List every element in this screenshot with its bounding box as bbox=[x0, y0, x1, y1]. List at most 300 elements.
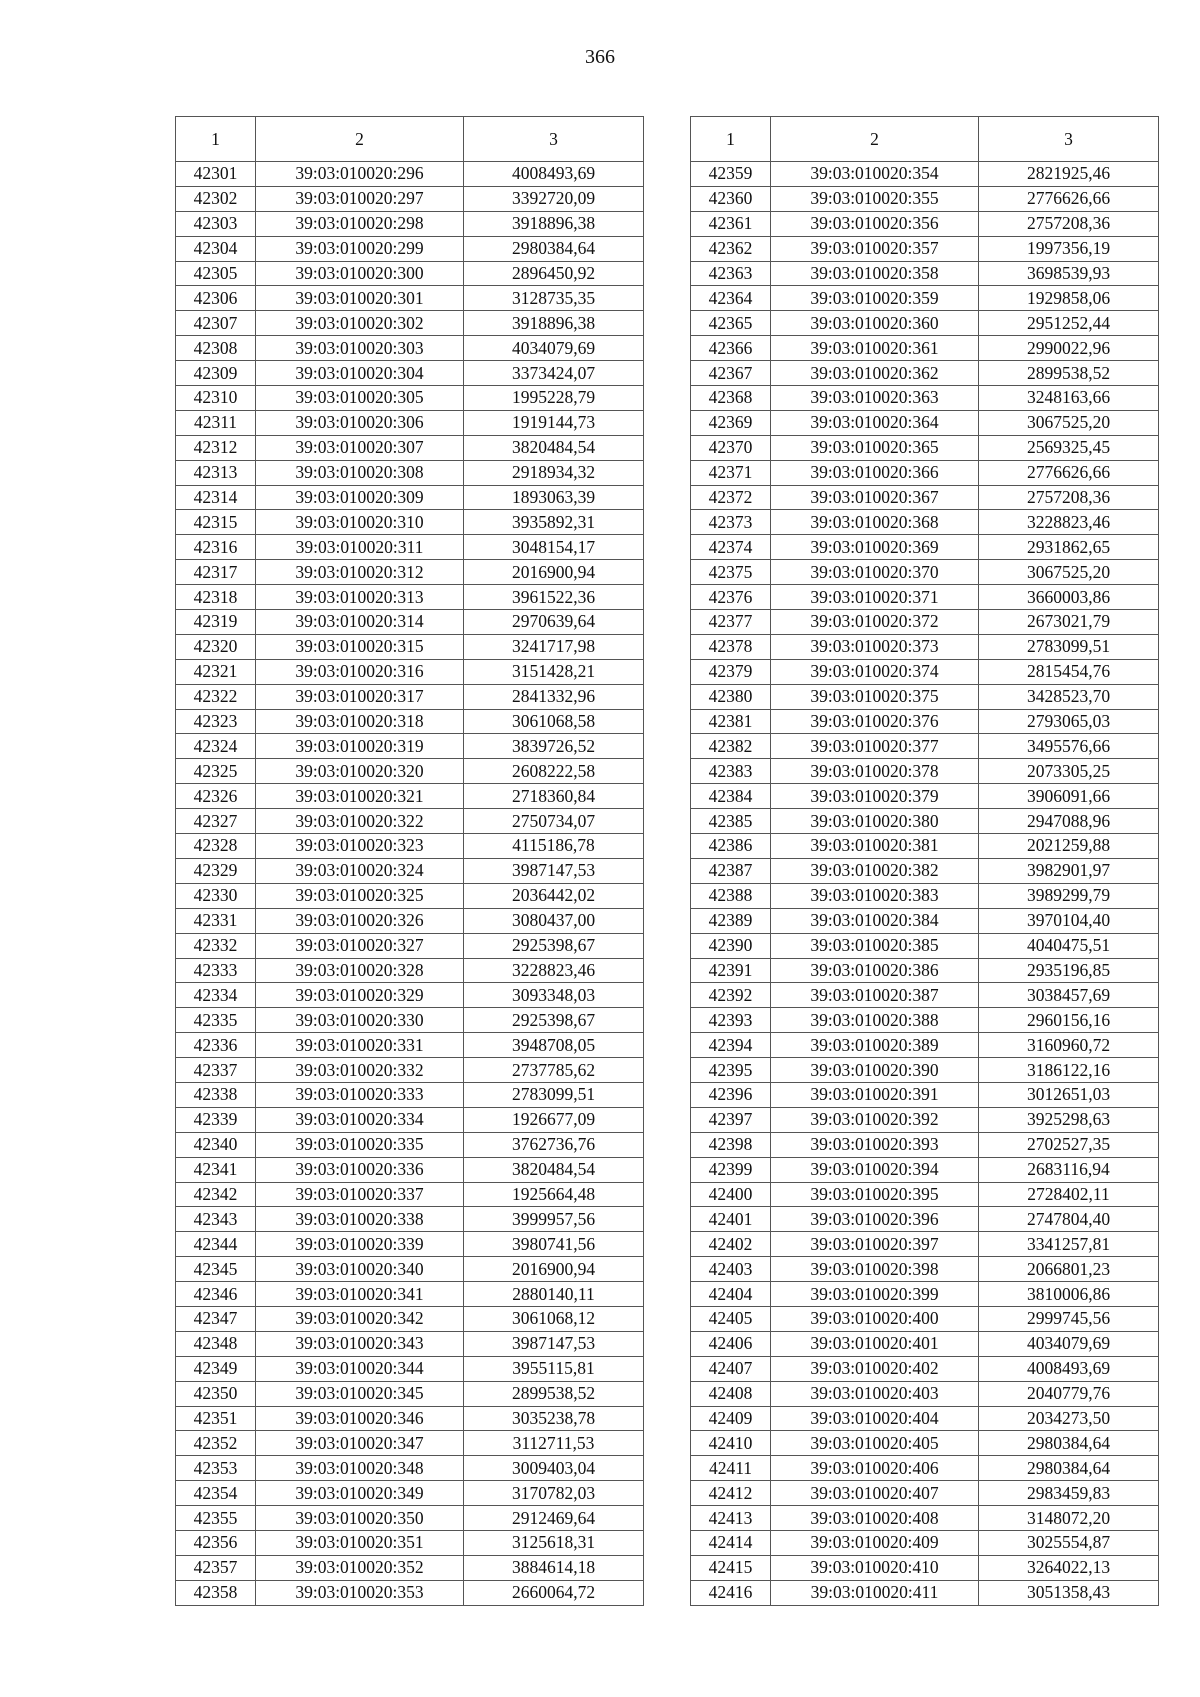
cadastral-number-cell: 39:03:010020:394 bbox=[771, 1157, 979, 1182]
row-number-cell: 42301 bbox=[176, 162, 256, 187]
cadastral-number-cell: 39:03:010020:334 bbox=[256, 1107, 464, 1132]
row-number-cell: 42346 bbox=[176, 1282, 256, 1307]
value-cell: 2935196,85 bbox=[979, 958, 1159, 983]
table-row bbox=[691, 809, 1159, 834]
table-row bbox=[691, 1481, 1159, 1506]
table-row bbox=[691, 361, 1159, 386]
row-number-cell: 42400 bbox=[691, 1182, 771, 1207]
table-header-row bbox=[176, 117, 644, 162]
value-cell: 3839726,52 bbox=[464, 734, 644, 759]
table-row bbox=[176, 1306, 644, 1331]
row-number-cell: 42377 bbox=[691, 610, 771, 635]
value-cell: 3987147,53 bbox=[464, 858, 644, 883]
table-row bbox=[691, 834, 1159, 859]
row-number-cell: 42410 bbox=[691, 1431, 771, 1456]
row-number-cell: 42345 bbox=[176, 1257, 256, 1282]
value-cell: 2016900,94 bbox=[464, 560, 644, 585]
row-number-cell: 42371 bbox=[691, 460, 771, 485]
table-row bbox=[176, 460, 644, 485]
row-number-cell: 42308 bbox=[176, 336, 256, 361]
row-number-cell: 42391 bbox=[691, 958, 771, 983]
cadastral-number-cell: 39:03:010020:382 bbox=[771, 858, 979, 883]
value-cell: 2918934,32 bbox=[464, 460, 644, 485]
table-row bbox=[176, 1132, 644, 1157]
column-header-1: 1 bbox=[691, 117, 771, 162]
table-header-row bbox=[691, 117, 1159, 162]
value-cell: 3341257,81 bbox=[979, 1232, 1159, 1257]
row-number-cell: 42327 bbox=[176, 809, 256, 834]
cadastral-number-cell: 39:03:010020:330 bbox=[256, 1008, 464, 1033]
cadastral-number-cell: 39:03:010020:404 bbox=[771, 1406, 979, 1431]
cadastral-number-cell: 39:03:010020:361 bbox=[771, 336, 979, 361]
row-number-cell: 42389 bbox=[691, 908, 771, 933]
cadastral-number-cell: 39:03:010020:298 bbox=[256, 211, 464, 236]
table-row bbox=[176, 983, 644, 1008]
cadastral-number-cell: 39:03:010020:357 bbox=[771, 236, 979, 261]
row-number-cell: 42332 bbox=[176, 933, 256, 958]
cadastral-number-cell: 39:03:010020:312 bbox=[256, 560, 464, 585]
row-number-cell: 42385 bbox=[691, 809, 771, 834]
value-cell: 2815454,76 bbox=[979, 659, 1159, 684]
row-number-cell: 42340 bbox=[176, 1132, 256, 1157]
table-row bbox=[691, 1132, 1159, 1157]
row-number-cell: 42375 bbox=[691, 560, 771, 585]
cadastral-number-cell: 39:03:010020:308 bbox=[256, 460, 464, 485]
table-row bbox=[176, 1331, 644, 1356]
value-cell: 3112711,53 bbox=[464, 1431, 644, 1456]
value-cell: 2912469,64 bbox=[464, 1506, 644, 1531]
cadastral-number-cell: 39:03:010020:387 bbox=[771, 983, 979, 1008]
value-cell: 2066801,23 bbox=[979, 1257, 1159, 1282]
table-row bbox=[691, 211, 1159, 236]
row-number-cell: 42351 bbox=[176, 1406, 256, 1431]
value-cell: 2947088,96 bbox=[979, 809, 1159, 834]
value-cell: 3067525,20 bbox=[979, 410, 1159, 435]
table-row bbox=[691, 1232, 1159, 1257]
cadastral-number-cell: 39:03:010020:392 bbox=[771, 1107, 979, 1132]
value-cell: 3820484,54 bbox=[464, 1157, 644, 1182]
table-row bbox=[691, 1306, 1159, 1331]
column-header-2: 2 bbox=[256, 117, 464, 162]
cadastral-number-cell: 39:03:010020:349 bbox=[256, 1481, 464, 1506]
row-number-cell: 42303 bbox=[176, 211, 256, 236]
value-cell: 1925664,48 bbox=[464, 1182, 644, 1207]
table-row bbox=[176, 1282, 644, 1307]
table-row bbox=[176, 311, 644, 336]
cadastral-number-cell: 39:03:010020:355 bbox=[771, 186, 979, 211]
cadastral-number-cell: 39:03:010020:401 bbox=[771, 1331, 979, 1356]
table-row bbox=[176, 162, 644, 187]
table-row bbox=[691, 1456, 1159, 1481]
row-number-cell: 42379 bbox=[691, 659, 771, 684]
cadastral-number-cell: 39:03:010020:375 bbox=[771, 684, 979, 709]
value-cell: 3025554,87 bbox=[979, 1530, 1159, 1555]
cadastral-number-cell: 39:03:010020:405 bbox=[771, 1431, 979, 1456]
cadastral-number-cell: 39:03:010020:390 bbox=[771, 1058, 979, 1083]
cadastral-number-cell: 39:03:010020:398 bbox=[771, 1257, 979, 1282]
row-number-cell: 42324 bbox=[176, 734, 256, 759]
cadastral-number-cell: 39:03:010020:343 bbox=[256, 1331, 464, 1356]
value-cell: 2931862,65 bbox=[979, 535, 1159, 560]
value-cell: 3186122,16 bbox=[979, 1058, 1159, 1083]
cadastral-number-cell: 39:03:010020:367 bbox=[771, 485, 979, 510]
row-number-cell: 42343 bbox=[176, 1207, 256, 1232]
cadastral-number-cell: 39:03:010020:321 bbox=[256, 784, 464, 809]
row-number-cell: 42390 bbox=[691, 933, 771, 958]
value-cell: 3048154,17 bbox=[464, 535, 644, 560]
value-cell: 2036442,02 bbox=[464, 883, 644, 908]
row-number-cell: 42368 bbox=[691, 386, 771, 411]
table-row bbox=[176, 958, 644, 983]
value-cell: 3762736,76 bbox=[464, 1132, 644, 1157]
row-number-cell: 42384 bbox=[691, 784, 771, 809]
value-cell: 3980741,56 bbox=[464, 1232, 644, 1257]
value-cell: 2673021,79 bbox=[979, 610, 1159, 635]
cadastral-number-cell: 39:03:010020:351 bbox=[256, 1530, 464, 1555]
cadastral-number-cell: 39:03:010020:345 bbox=[256, 1381, 464, 1406]
table-row bbox=[176, 1008, 644, 1033]
table-row bbox=[176, 186, 644, 211]
row-number-cell: 42381 bbox=[691, 709, 771, 734]
value-cell: 3151428,21 bbox=[464, 659, 644, 684]
table-row bbox=[176, 908, 644, 933]
row-number-cell: 42367 bbox=[691, 361, 771, 386]
value-cell: 2718360,84 bbox=[464, 784, 644, 809]
value-cell: 2757208,36 bbox=[979, 485, 1159, 510]
cadastral-number-cell: 39:03:010020:352 bbox=[256, 1555, 464, 1580]
row-number-cell: 42386 bbox=[691, 834, 771, 859]
page-number: 366 bbox=[585, 46, 615, 68]
row-number-cell: 42399 bbox=[691, 1157, 771, 1182]
row-number-cell: 42360 bbox=[691, 186, 771, 211]
cadastral-number-cell: 39:03:010020:313 bbox=[256, 585, 464, 610]
value-cell: 3948708,05 bbox=[464, 1033, 644, 1058]
value-cell: 3061068,58 bbox=[464, 709, 644, 734]
cadastral-number-cell: 39:03:010020:314 bbox=[256, 610, 464, 635]
row-number-cell: 42352 bbox=[176, 1431, 256, 1456]
value-cell: 3999957,56 bbox=[464, 1207, 644, 1232]
cadastral-number-cell: 39:03:010020:318 bbox=[256, 709, 464, 734]
table-row bbox=[176, 809, 644, 834]
value-cell: 3925298,63 bbox=[979, 1107, 1159, 1132]
value-cell: 3125618,31 bbox=[464, 1530, 644, 1555]
value-cell: 2034273,50 bbox=[979, 1406, 1159, 1431]
value-cell: 3820484,54 bbox=[464, 435, 644, 460]
row-number-cell: 42335 bbox=[176, 1008, 256, 1033]
row-number-cell: 42380 bbox=[691, 684, 771, 709]
row-number-cell: 42305 bbox=[176, 261, 256, 286]
cadastral-number-cell: 39:03:010020:377 bbox=[771, 734, 979, 759]
table-row bbox=[176, 261, 644, 286]
table-row bbox=[691, 1107, 1159, 1132]
table-row bbox=[176, 585, 644, 610]
table-row bbox=[176, 1033, 644, 1058]
table-row bbox=[176, 1406, 644, 1431]
cadastral-number-cell: 39:03:010020:303 bbox=[256, 336, 464, 361]
cadastral-number-cell: 39:03:010020:311 bbox=[256, 535, 464, 560]
row-number-cell: 42322 bbox=[176, 684, 256, 709]
value-cell: 3228823,46 bbox=[979, 510, 1159, 535]
table-row bbox=[176, 659, 644, 684]
cadastral-number-cell: 39:03:010020:358 bbox=[771, 261, 979, 286]
table-row bbox=[691, 1282, 1159, 1307]
cadastral-number-cell: 39:03:010020:300 bbox=[256, 261, 464, 286]
row-number-cell: 42318 bbox=[176, 585, 256, 610]
cadastral-number-cell: 39:03:010020:339 bbox=[256, 1232, 464, 1257]
value-cell: 2757208,36 bbox=[979, 211, 1159, 236]
table-row bbox=[691, 784, 1159, 809]
row-number-cell: 42356 bbox=[176, 1530, 256, 1555]
value-cell: 3373424,07 bbox=[464, 361, 644, 386]
row-number-cell: 42403 bbox=[691, 1257, 771, 1282]
cadastral-number-cell: 39:03:010020:383 bbox=[771, 883, 979, 908]
table-row bbox=[176, 634, 644, 659]
row-number-cell: 42361 bbox=[691, 211, 771, 236]
table-row bbox=[176, 709, 644, 734]
cadastral-number-cell: 39:03:010020:397 bbox=[771, 1232, 979, 1257]
cadastral-number-cell: 39:03:010020:336 bbox=[256, 1157, 464, 1182]
value-cell: 3035238,78 bbox=[464, 1406, 644, 1431]
value-cell: 1995228,79 bbox=[464, 386, 644, 411]
value-cell: 2899538,52 bbox=[464, 1381, 644, 1406]
value-cell: 2021259,88 bbox=[979, 834, 1159, 859]
row-number-cell: 42344 bbox=[176, 1232, 256, 1257]
cadastral-number-cell: 39:03:010020:353 bbox=[256, 1580, 464, 1605]
table-row bbox=[176, 1257, 644, 1282]
table-row bbox=[691, 1431, 1159, 1456]
value-cell: 3989299,79 bbox=[979, 883, 1159, 908]
row-number-cell: 42312 bbox=[176, 435, 256, 460]
value-cell: 2737785,62 bbox=[464, 1058, 644, 1083]
cadastral-number-cell: 39:03:010020:364 bbox=[771, 410, 979, 435]
table-row bbox=[176, 684, 644, 709]
table-row bbox=[691, 386, 1159, 411]
value-cell: 3248163,66 bbox=[979, 386, 1159, 411]
cadastral-number-cell: 39:03:010020:409 bbox=[771, 1530, 979, 1555]
row-number-cell: 42350 bbox=[176, 1381, 256, 1406]
table-row bbox=[691, 336, 1159, 361]
row-number-cell: 42416 bbox=[691, 1580, 771, 1605]
cadastral-number-cell: 39:03:010020:410 bbox=[771, 1555, 979, 1580]
cadastral-number-cell: 39:03:010020:396 bbox=[771, 1207, 979, 1232]
cadastral-number-cell: 39:03:010020:386 bbox=[771, 958, 979, 983]
value-cell: 4040475,51 bbox=[979, 933, 1159, 958]
cadastral-number-cell: 39:03:010020:408 bbox=[771, 1506, 979, 1531]
table-row bbox=[691, 435, 1159, 460]
value-cell: 3918896,38 bbox=[464, 211, 644, 236]
table-row bbox=[176, 1506, 644, 1531]
cadastral-number-cell: 39:03:010020:338 bbox=[256, 1207, 464, 1232]
table-row bbox=[176, 410, 644, 435]
table-row bbox=[176, 1182, 644, 1207]
row-number-cell: 42307 bbox=[176, 311, 256, 336]
table-row bbox=[691, 585, 1159, 610]
cadastral-number-cell: 39:03:010020:399 bbox=[771, 1282, 979, 1307]
row-number-cell: 42411 bbox=[691, 1456, 771, 1481]
column-header-1: 1 bbox=[176, 117, 256, 162]
row-number-cell: 42354 bbox=[176, 1481, 256, 1506]
cadastral-number-cell: 39:03:010020:305 bbox=[256, 386, 464, 411]
row-number-cell: 42365 bbox=[691, 311, 771, 336]
cadastral-number-cell: 39:03:010020:356 bbox=[771, 211, 979, 236]
cadastral-number-cell: 39:03:010020:395 bbox=[771, 1182, 979, 1207]
value-cell: 2683116,94 bbox=[979, 1157, 1159, 1182]
cadastral-number-cell: 39:03:010020:393 bbox=[771, 1132, 979, 1157]
cadastral-number-cell: 39:03:010020:323 bbox=[256, 834, 464, 859]
value-cell: 3128735,35 bbox=[464, 286, 644, 311]
cadastral-number-cell: 39:03:010020:363 bbox=[771, 386, 979, 411]
row-number-cell: 42412 bbox=[691, 1481, 771, 1506]
row-number-cell: 42348 bbox=[176, 1331, 256, 1356]
table-row bbox=[176, 1356, 644, 1381]
value-cell: 2880140,11 bbox=[464, 1282, 644, 1307]
table-row bbox=[691, 535, 1159, 560]
row-number-cell: 42374 bbox=[691, 535, 771, 560]
cadastral-number-cell: 39:03:010020:331 bbox=[256, 1033, 464, 1058]
cadastral-number-cell: 39:03:010020:346 bbox=[256, 1406, 464, 1431]
value-cell: 2073305,25 bbox=[979, 759, 1159, 784]
value-cell: 2793065,03 bbox=[979, 709, 1159, 734]
row-number-cell: 42323 bbox=[176, 709, 256, 734]
row-number-cell: 42364 bbox=[691, 286, 771, 311]
value-cell: 3241717,98 bbox=[464, 634, 644, 659]
value-cell: 3810006,86 bbox=[979, 1282, 1159, 1307]
value-cell: 1997356,19 bbox=[979, 236, 1159, 261]
cadastral-number-cell: 39:03:010020:374 bbox=[771, 659, 979, 684]
value-cell: 4034079,69 bbox=[979, 1331, 1159, 1356]
cadastral-number-cell: 39:03:010020:327 bbox=[256, 933, 464, 958]
table-row bbox=[691, 410, 1159, 435]
row-number-cell: 42317 bbox=[176, 560, 256, 585]
cadastral-number-cell: 39:03:010020:297 bbox=[256, 186, 464, 211]
row-number-cell: 42396 bbox=[691, 1082, 771, 1107]
column-header-3: 3 bbox=[464, 117, 644, 162]
table-row bbox=[691, 1356, 1159, 1381]
cadastral-number-cell: 39:03:010020:411 bbox=[771, 1580, 979, 1605]
row-number-cell: 42347 bbox=[176, 1306, 256, 1331]
value-cell: 3970104,40 bbox=[979, 908, 1159, 933]
value-cell: 1926677,09 bbox=[464, 1107, 644, 1132]
table-row bbox=[691, 485, 1159, 510]
cadastral-number-cell: 39:03:010020:306 bbox=[256, 410, 464, 435]
value-cell: 3067525,20 bbox=[979, 560, 1159, 585]
data-table-left bbox=[175, 116, 644, 1606]
cadastral-number-cell: 39:03:010020:332 bbox=[256, 1058, 464, 1083]
table-row bbox=[176, 1431, 644, 1456]
row-number-cell: 42326 bbox=[176, 784, 256, 809]
value-cell: 2951252,44 bbox=[979, 311, 1159, 336]
table-row bbox=[691, 908, 1159, 933]
table-row bbox=[691, 983, 1159, 1008]
cadastral-number-cell: 39:03:010020:406 bbox=[771, 1456, 979, 1481]
row-number-cell: 42408 bbox=[691, 1381, 771, 1406]
row-number-cell: 42407 bbox=[691, 1356, 771, 1381]
table-row bbox=[176, 1530, 644, 1555]
row-number-cell: 42339 bbox=[176, 1107, 256, 1132]
cadastral-number-cell: 39:03:010020:350 bbox=[256, 1506, 464, 1531]
table-row bbox=[691, 1381, 1159, 1406]
cadastral-number-cell: 39:03:010020:365 bbox=[771, 435, 979, 460]
table-row bbox=[176, 535, 644, 560]
table-row bbox=[691, 1555, 1159, 1580]
row-number-cell: 42382 bbox=[691, 734, 771, 759]
table-row bbox=[176, 1555, 644, 1580]
row-number-cell: 42395 bbox=[691, 1058, 771, 1083]
table-row bbox=[691, 286, 1159, 311]
row-number-cell: 42319 bbox=[176, 610, 256, 635]
cadastral-number-cell: 39:03:010020:326 bbox=[256, 908, 464, 933]
value-cell: 3495576,66 bbox=[979, 734, 1159, 759]
row-number-cell: 42401 bbox=[691, 1207, 771, 1232]
table-row bbox=[176, 1381, 644, 1406]
table-row bbox=[691, 958, 1159, 983]
cadastral-number-cell: 39:03:010020:391 bbox=[771, 1082, 979, 1107]
value-cell: 2040779,76 bbox=[979, 1381, 1159, 1406]
cadastral-number-cell: 39:03:010020:389 bbox=[771, 1033, 979, 1058]
value-cell: 2999745,56 bbox=[979, 1306, 1159, 1331]
cadastral-number-cell: 39:03:010020:296 bbox=[256, 162, 464, 187]
table-row bbox=[691, 1033, 1159, 1058]
table-row bbox=[176, 485, 644, 510]
table-row bbox=[176, 734, 644, 759]
row-number-cell: 42306 bbox=[176, 286, 256, 311]
value-cell: 1893063,39 bbox=[464, 485, 644, 510]
cadastral-number-cell: 39:03:010020:359 bbox=[771, 286, 979, 311]
table-row bbox=[176, 1580, 644, 1605]
table-row bbox=[691, 610, 1159, 635]
row-number-cell: 42357 bbox=[176, 1555, 256, 1580]
table-row bbox=[176, 236, 644, 261]
value-cell: 4034079,69 bbox=[464, 336, 644, 361]
row-number-cell: 42402 bbox=[691, 1232, 771, 1257]
table-row bbox=[176, 286, 644, 311]
cadastral-number-cell: 39:03:010020:369 bbox=[771, 535, 979, 560]
cadastral-number-cell: 39:03:010020:317 bbox=[256, 684, 464, 709]
cadastral-number-cell: 39:03:010020:348 bbox=[256, 1456, 464, 1481]
column-header-2: 2 bbox=[771, 117, 979, 162]
row-number-cell: 42406 bbox=[691, 1331, 771, 1356]
cadastral-number-cell: 39:03:010020:337 bbox=[256, 1182, 464, 1207]
cadastral-number-cell: 39:03:010020:347 bbox=[256, 1431, 464, 1456]
row-number-cell: 42342 bbox=[176, 1182, 256, 1207]
row-number-cell: 42397 bbox=[691, 1107, 771, 1132]
row-number-cell: 42353 bbox=[176, 1456, 256, 1481]
table-row bbox=[691, 684, 1159, 709]
cadastral-number-cell: 39:03:010020:371 bbox=[771, 585, 979, 610]
cadastral-number-cell: 39:03:010020:376 bbox=[771, 709, 979, 734]
value-cell: 2660064,72 bbox=[464, 1580, 644, 1605]
cadastral-number-cell: 39:03:010020:307 bbox=[256, 435, 464, 460]
value-cell: 2016900,94 bbox=[464, 1257, 644, 1282]
value-cell: 2899538,52 bbox=[979, 361, 1159, 386]
value-cell: 3935892,31 bbox=[464, 510, 644, 535]
table-row bbox=[176, 336, 644, 361]
row-number-cell: 42337 bbox=[176, 1058, 256, 1083]
value-cell: 3698539,93 bbox=[979, 261, 1159, 286]
table-row bbox=[176, 1207, 644, 1232]
table-row bbox=[691, 709, 1159, 734]
row-number-cell: 42338 bbox=[176, 1082, 256, 1107]
cadastral-number-cell: 39:03:010020:378 bbox=[771, 759, 979, 784]
cadastral-number-cell: 39:03:010020:385 bbox=[771, 933, 979, 958]
table-row bbox=[176, 1232, 644, 1257]
cadastral-number-cell: 39:03:010020:360 bbox=[771, 311, 979, 336]
cadastral-number-cell: 39:03:010020:333 bbox=[256, 1082, 464, 1107]
row-number-cell: 42369 bbox=[691, 410, 771, 435]
table-row bbox=[176, 510, 644, 535]
table-row bbox=[176, 784, 644, 809]
table-row bbox=[176, 1082, 644, 1107]
